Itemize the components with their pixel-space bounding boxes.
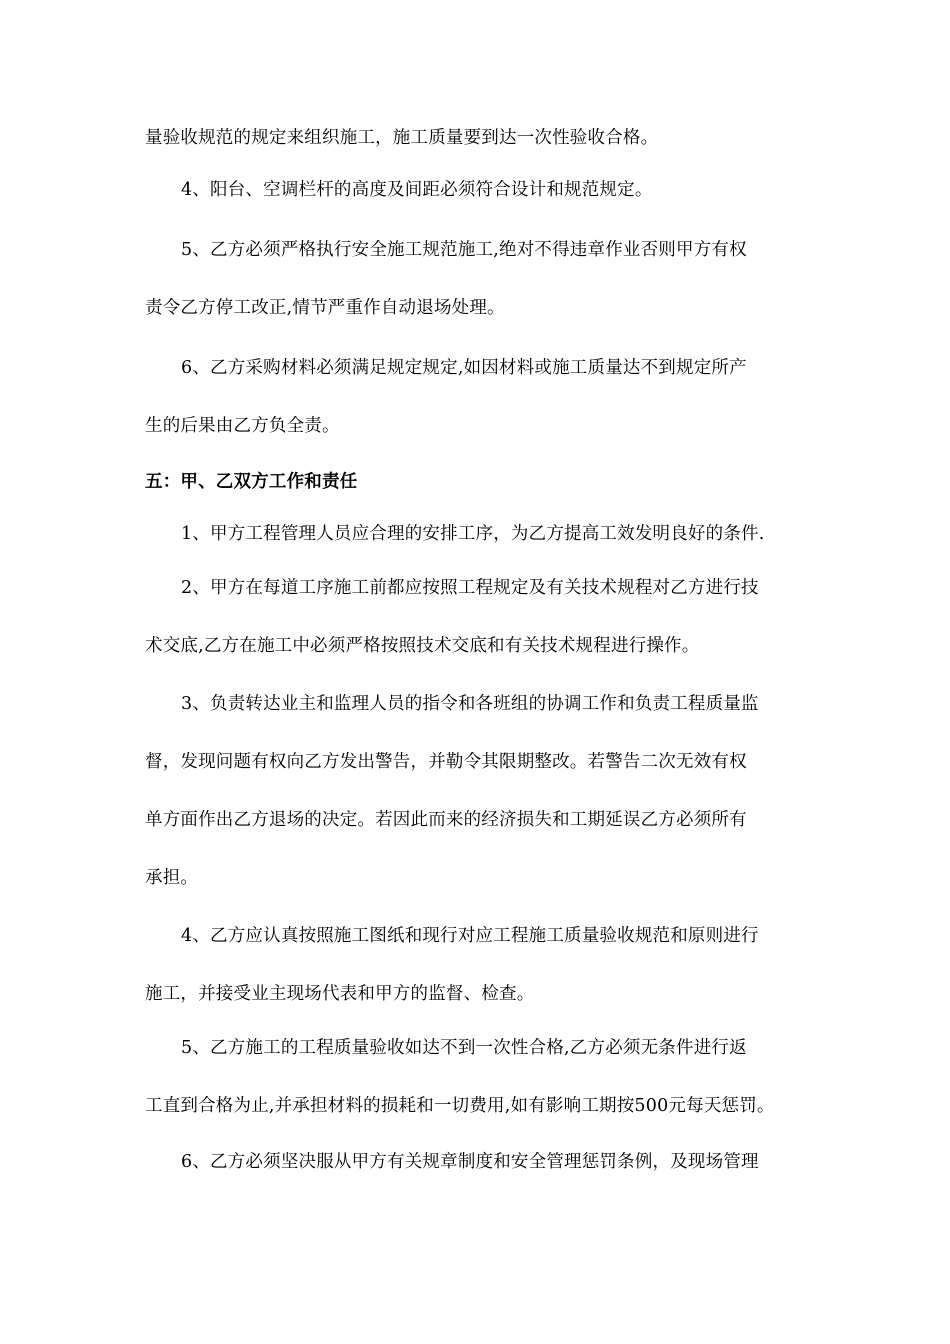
text-line: 承担。: [145, 868, 199, 888]
text-line: 督，发现问题有权向乙方发出警告，并勒令其限期整改。若警告二次无效有权: [145, 752, 747, 772]
text-line: 施工，并接受业主现场代表和甲方的监督、检查。: [145, 984, 535, 1004]
text-line: 5、乙方必须严格执行安全施工规范施工,绝对不得违章作业否则甲方有权: [181, 240, 747, 260]
text-line: 生的后果由乙方负全责。: [145, 416, 340, 436]
text-line: 3、负责转达业主和监理人员的指令和各班组的协调工作和负责工程质量监: [181, 694, 759, 714]
text-line: 量验收规范的规定来组织施工，施工质量要到达一次性验收合格。: [145, 128, 659, 148]
text-line: 单方面作出乙方退场的决定。若因此而来的经济损失和工期延误乙方必须所有: [145, 810, 747, 830]
text-line: 术交底,乙方在施工中必须严格按照技术交底和有关技术规程进行操作。: [145, 636, 700, 656]
text-line: 5、乙方施工的工程质量验收如达不到一次性合格,乙方必须无条件进行返: [181, 1038, 747, 1058]
text-line: 4、阳台、空调栏杆的高度及间距必须符合设计和规范规定。: [181, 180, 653, 200]
text-line: 4、乙方应认真按照施工图纸和现行对应工程施工质量验收规范和原则进行: [181, 926, 759, 946]
text-line: 6、乙方采购材料必须满足规定规定,如因材料或施工质量达不到规定所产: [181, 358, 747, 378]
text-line: 1、甲方工程管理人员应合理的安排工序，为乙方提高工效发明良好的条件.: [181, 524, 765, 544]
text-line: 2、甲方在每道工序施工前都应按照工程规定及有关技术规程对乙方进行技: [181, 578, 759, 598]
section-heading: 五：甲、乙双方工作和责任: [145, 472, 358, 492]
text-line: 工直到合格为止,并承担材料的损耗和一切费用,如有影响工期按500元每天惩罚。: [145, 1096, 775, 1116]
text-line: 6、乙方必须坚决服从甲方有关规章制度和安全管理惩罚条例，及现场管理: [181, 1152, 759, 1172]
text-line: 责令乙方停工改正,情节严重作自动退场处理。: [145, 298, 505, 318]
